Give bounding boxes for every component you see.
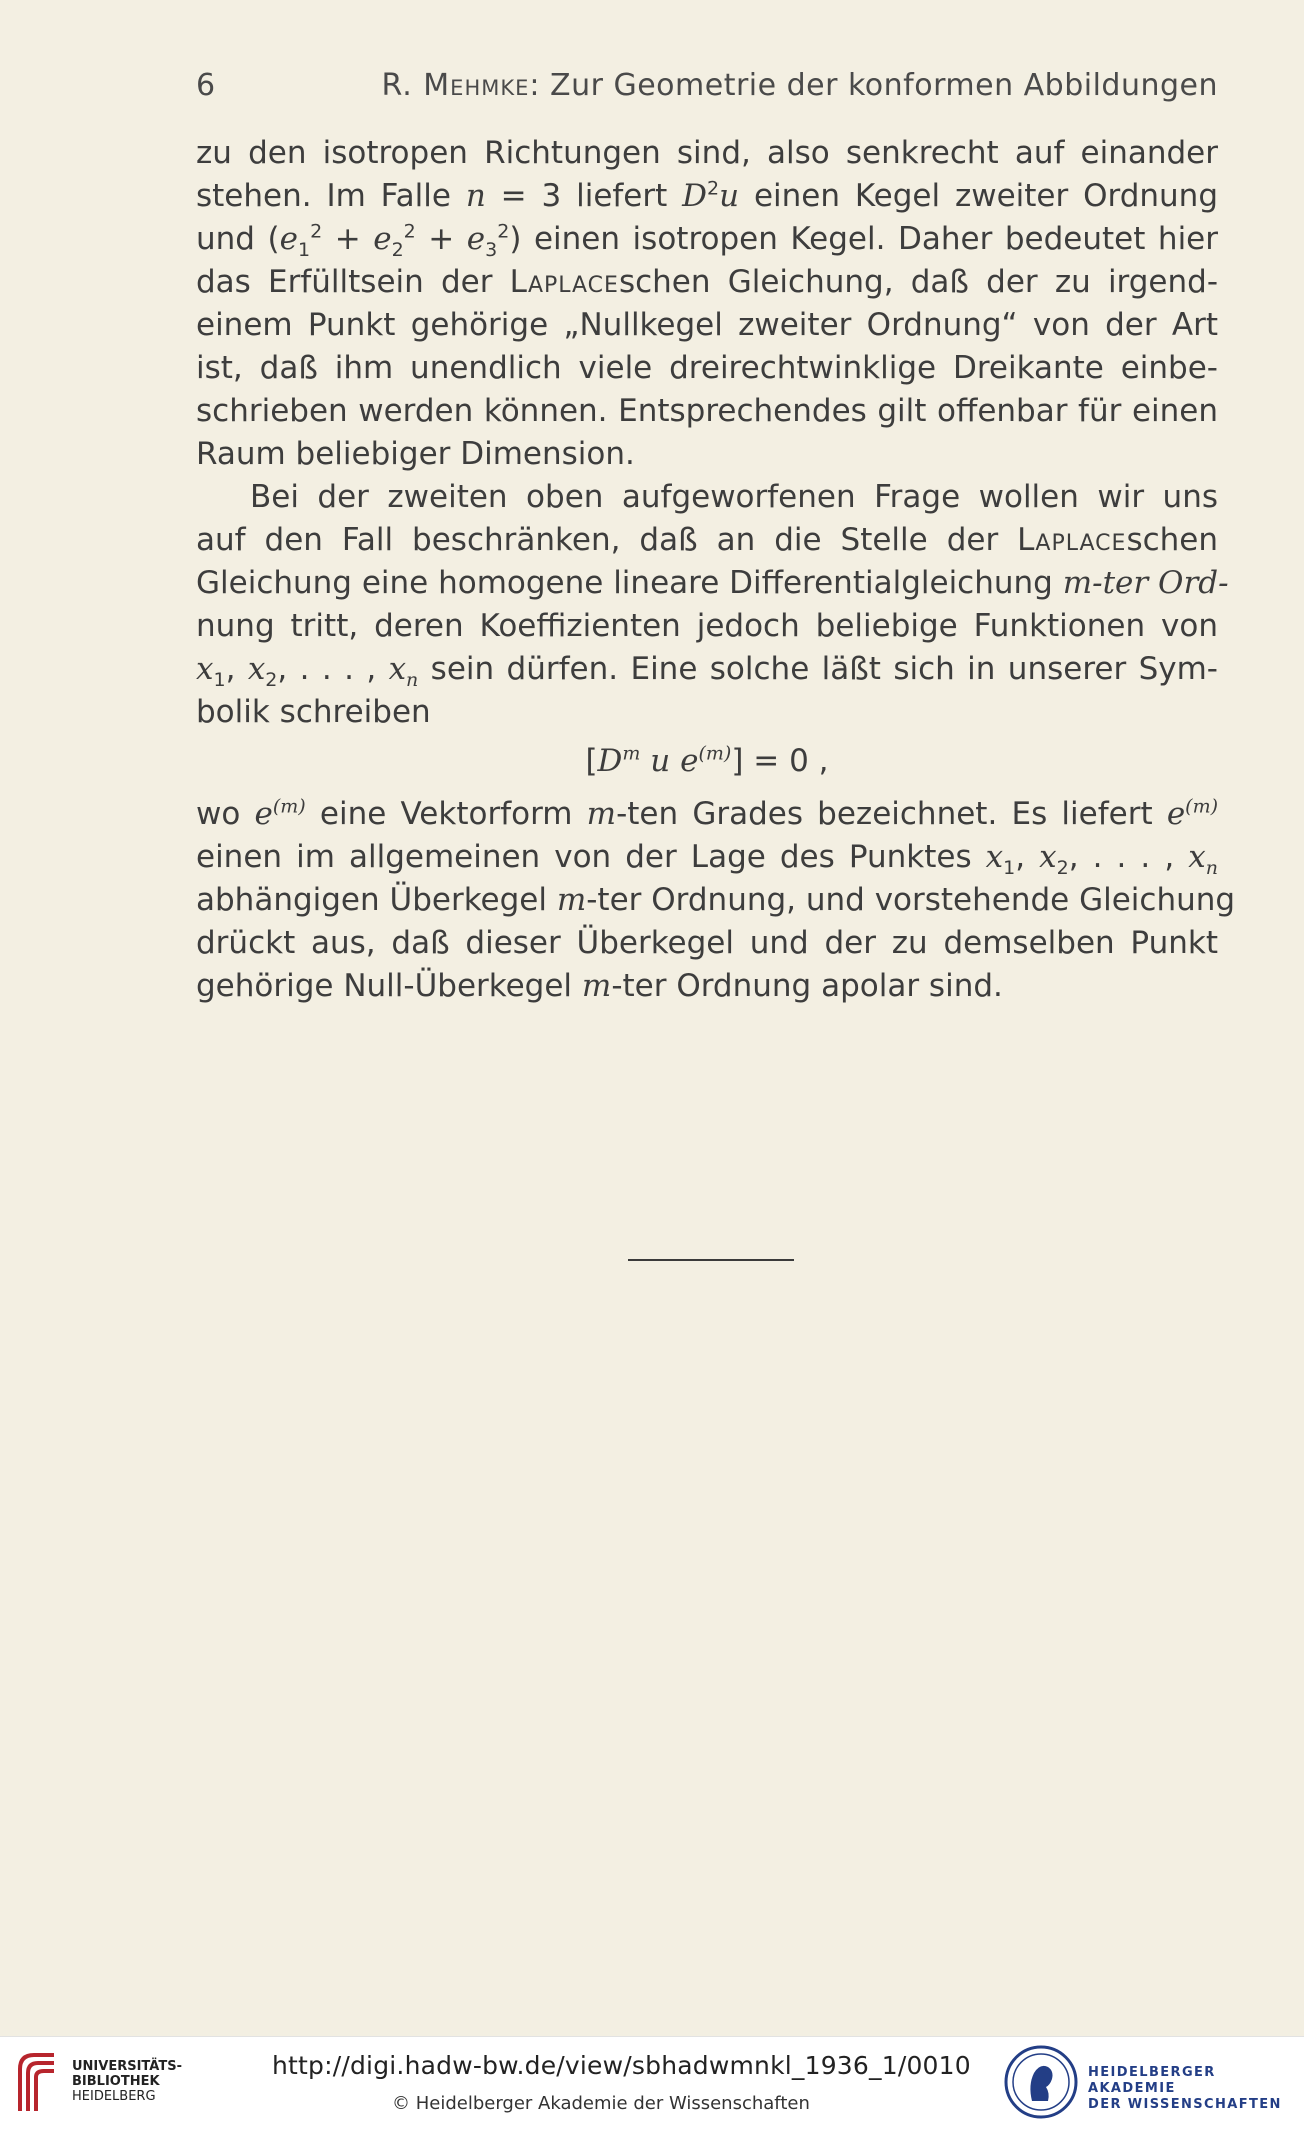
text-line: bolik schreiben <box>196 694 431 730</box>
text-line: drückt aus, daß dieser Überkegel und der zu demselben Punkt <box>196 925 1218 961</box>
text-line <box>196 261 1218 304</box>
math-symbol: u <box>650 743 671 779</box>
text-run: schen Gleichung, daß der zu irgend- <box>618 264 1219 300</box>
paragraph-2 <box>196 476 1236 1008</box>
permalink-url[interactable]: http://digi.hadw-bw.de/view/sbhadwmnkl_1936_1/0010 <box>272 2051 971 2080</box>
text-line <box>196 648 1218 691</box>
article-title: : Zur Geometrie der konformen Abbildungen <box>529 68 1218 103</box>
text-line <box>196 218 1218 261</box>
subscript: n <box>406 669 419 692</box>
academy-name-line: DER WISSENSCHAFTEN <box>1088 2097 1282 2112</box>
section-divider <box>628 1259 794 1261</box>
copyright-notice: © Heidelberger Akademie der Wissenschaften <box>392 2093 810 2114</box>
text-line: ist, daß ihm unendlich viele dreirechtwinklige Dreikante einbe- <box>196 350 1218 386</box>
superscript: 2 <box>403 220 416 243</box>
math-symbol: x <box>1039 839 1057 875</box>
math-symbol: x <box>247 651 266 687</box>
subscript: 1 <box>213 669 226 692</box>
text-run: sein dürfen. Eine solche läßt sich in unserer Sym- <box>418 651 1218 687</box>
text-line: Bei der zweiten oben aufgeworfenen Frage wollen wir uns <box>250 479 1218 515</box>
text-line <box>196 965 1218 1008</box>
separator: , <box>225 651 248 687</box>
subscript: n <box>1205 857 1218 880</box>
text-run: einen im allgemeinen von der Lage des Punktes <box>196 839 986 875</box>
superscript: 2 <box>497 220 510 243</box>
text-run: -ter Ordnung apolar sind. <box>611 968 1003 1004</box>
math-symbol: u <box>719 178 740 214</box>
body-text <box>196 132 1236 1008</box>
superscript: (m) <box>1185 795 1219 818</box>
text-run: gehörige Null-Überkegel <box>196 968 582 1004</box>
text-run: abhängigen Überkegel <box>196 882 557 918</box>
text-run: = 3 liefert <box>485 178 683 214</box>
math-symbol: e <box>254 796 273 832</box>
superscript: 2 <box>707 177 720 200</box>
superscript: (m) <box>698 742 732 765</box>
text-line <box>196 175 1218 218</box>
text-run: stehen. Im Falle <box>196 178 466 214</box>
subscript: 3 <box>485 239 498 262</box>
subscript: 2 <box>265 669 278 692</box>
math-symbol: x <box>1188 839 1206 875</box>
paragraph-1 <box>196 132 1218 476</box>
superscript: m <box>622 742 641 765</box>
text-line <box>196 793 1218 836</box>
ellipsis: , . . . , <box>277 651 389 687</box>
math-symbol: x <box>985 839 1004 875</box>
operator: + <box>322 221 374 257</box>
text-line: zu den isotropen Richtungen sind, also senkrecht auf einander <box>196 135 1218 171</box>
academy-name-line: HEIDELBERGER AKADEMIE <box>1088 2065 1216 2096</box>
text-run: eine Vektorform <box>305 796 587 832</box>
text-line <box>196 562 1229 605</box>
math-symbol: m <box>586 796 617 832</box>
separator: , <box>1015 839 1040 875</box>
subscript: 1 <box>297 239 311 262</box>
math-symbol: e <box>466 221 486 257</box>
ellipsis: , . . . , <box>1068 839 1189 875</box>
bracket: [ <box>585 743 598 779</box>
text-run: -ten Grades bezeichnet. Es liefert <box>616 796 1167 832</box>
text-line <box>196 519 1218 562</box>
text-line: schrieben werden können. Entsprechendes gilt offenbar für einen <box>196 393 1218 429</box>
text-run: auf den Fall beschränken, daß an die Stelle der <box>196 522 1018 558</box>
library-logo-icon <box>14 2047 62 2117</box>
math-symbol: e <box>279 221 298 257</box>
text-run: -ter Ord- <box>1092 565 1229 601</box>
math-symbol: m <box>1062 565 1093 601</box>
page-number: 6 <box>196 68 216 103</box>
math-symbol: m <box>581 968 612 1004</box>
digitization-footer <box>0 2036 1304 2129</box>
running-title <box>381 68 1218 103</box>
math-symbol: n <box>465 178 486 214</box>
academy-seal-icon <box>1004 2045 1078 2119</box>
library-name-line: BIBLIOTHEK <box>72 2074 160 2089</box>
math-symbol: x <box>388 651 407 687</box>
academy-name <box>1088 2065 1304 2113</box>
text-line <box>196 836 1218 879</box>
superscript: 2 <box>310 220 323 243</box>
math-symbol: e <box>373 221 392 257</box>
text-line: einem Punkt gehörige „Nullkegel zweiter Ordnung“ von der Art <box>196 307 1218 343</box>
math-symbol: m <box>556 882 587 918</box>
text-run: ) einen isotropen Kegel. Daher bedeutet hier <box>509 221 1219 257</box>
library-name-line: HEIDELBERG <box>72 2089 156 2104</box>
text-run: das Erfülltsein der <box>196 264 510 300</box>
author-name: R. Mehmke <box>381 68 530 103</box>
math-symbol: e <box>680 743 699 779</box>
text-run: und ( <box>196 221 280 257</box>
math-symbol: D <box>597 743 623 779</box>
proper-name: Laplace <box>509 264 619 300</box>
text-run: schen <box>1126 522 1218 558</box>
text-run: Gleichung eine homogene lineare Differentialgleichung <box>196 565 1063 601</box>
subscript: 2 <box>391 239 404 262</box>
superscript: (m) <box>272 795 306 818</box>
text-line: nung tritt, deren Koeffizienten jedoch beliebige Funktionen von <box>196 608 1218 644</box>
text-line <box>196 879 1236 922</box>
text-run: wo <box>196 796 255 832</box>
math-symbol: x <box>196 651 214 687</box>
math-symbol: e <box>1166 796 1186 832</box>
display-formula <box>196 740 1218 783</box>
text-run: einen Kegel zweiter Ordnung <box>739 178 1218 214</box>
text-run: -ter Ordnung, und vorstehende Gleichung <box>586 882 1236 918</box>
subscript: 1 <box>1003 857 1016 880</box>
math-symbol: D <box>682 178 708 214</box>
proper-name: Laplace <box>1017 522 1127 558</box>
library-name <box>72 2059 182 2104</box>
formula-end: ] = 0 , <box>731 743 829 779</box>
library-name-line: UNIVERSITÄTS- <box>72 2059 182 2074</box>
subscript: 2 <box>1056 857 1069 880</box>
text-line: Raum beliebiger Dimension. <box>196 436 635 472</box>
running-header <box>196 68 1218 108</box>
operator: + <box>415 221 467 257</box>
